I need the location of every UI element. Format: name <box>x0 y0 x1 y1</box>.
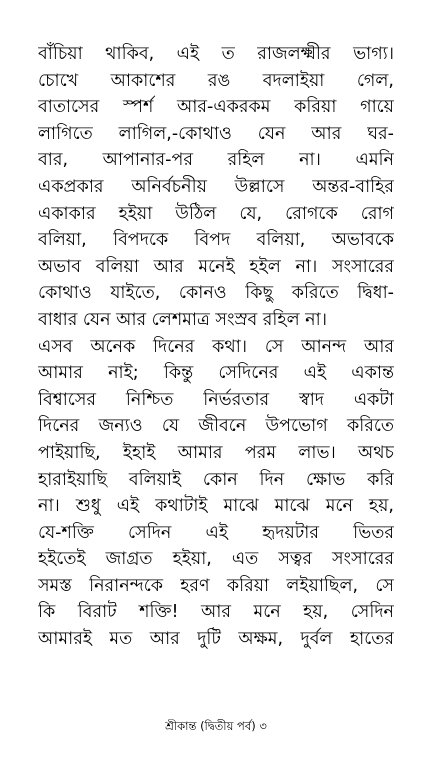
text-line: বার, আপানার-পর রহিল না। এমনি <box>38 150 394 171</box>
text-line: অভাব বলিয়া আর মনেই হইল না। সংসারের <box>38 256 394 277</box>
text-line: পাইয়াছি, ইহাই আমার পরম লাভ। অথচ <box>38 442 394 463</box>
text-line: বাতাসের স্পর্শ আর-একরকম করিয়া গায়ে <box>38 97 394 118</box>
page-footer: শ্রীকান্ত (দ্বিতীয় পর্ব) ৩ <box>165 719 267 733</box>
text-line: কোথাও যাইতে, কোনও কিছু করিতে দ্বিধা- <box>38 283 394 304</box>
text-line: না। শুধু এই কথাটাই মাঝে মাঝে মনে হয়, <box>38 496 394 517</box>
text-line: এসব অনেক দিনের কথা। সে আনন্দ আর <box>38 336 394 357</box>
text-line: আমারই মত আর দুটি অক্ষম, দুর্বল হাতের <box>38 629 394 650</box>
text-line: একাকার হইয়া উঠিল যে, রোগকে রোগ <box>38 203 394 224</box>
text-line: কি বিরাট শক্তি! আর মনে হয়, সেদিন <box>38 602 394 623</box>
text-line: লাগিতে লাগিল,-কোথাও যেন আর ঘর- <box>38 123 394 144</box>
text-line: চোখে আকাশের রঙ বদলাইয়া গেল, <box>38 70 394 91</box>
text-line: বিশ্বাসের নিশ্চিত নির্ভরতার স্বাদ একটা <box>38 389 394 410</box>
text-line: যে-শক্তি সেদিন এই হৃদয়টার ভিতর <box>38 522 394 543</box>
text-line: হইতেই জাগ্রত হইয়া, এত সত্বর সংসারের <box>38 549 394 570</box>
body-text <box>38 41 394 653</box>
text-line: সমস্ত নিরানন্দকে হরণ করিয়া লইয়াছিল, সে <box>38 575 394 596</box>
text-line: একপ্রকার অনির্বচনীয় উল্লাসে অন্তর-বাহির <box>38 176 394 197</box>
text-line: আমার নাই; কিন্তু সেদিনের এই একান্ত <box>38 363 394 384</box>
text-line: বলিয়া, বিপদকে বিপদ বলিয়া, অভাবকে <box>38 230 394 251</box>
text-line: বাঁচিয়া থাকিব, এই ত রাজলক্ষ্মীর ভাগ্য। <box>38 44 394 64</box>
text-line: দিনের জন্যও যে জীবনে উপভোগ করিতে <box>38 416 394 437</box>
text-line: হারাইয়াছি বলিয়াই কোন দিন ক্ষোভ করি <box>38 469 394 490</box>
text-line: বাধার যেন আর লেশমাত্র সংস্রব রহিল না। <box>38 309 327 330</box>
